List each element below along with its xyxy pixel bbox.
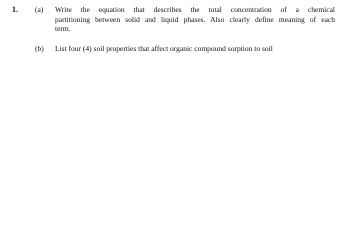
question-number: 1.: [12, 5, 18, 14]
part-text-a: [55, 5, 335, 34]
question-1: [0, 0, 350, 62]
part-label-b: (b): [35, 44, 44, 53]
part-a-line-1: Write the equation that describes the total concentration of a chemical: [55, 5, 335, 14]
part-a-line-3: term.: [55, 24, 71, 33]
part-text-b: [55, 44, 335, 54]
part-a-line-2: partitioning between solid and liquid phases. Also clearly define meaning of each: [55, 14, 335, 24]
part-label-a: (a): [35, 5, 44, 14]
part-b-line-1: List four (4) soil properties that affect organic compound sorption to soil: [55, 44, 273, 53]
